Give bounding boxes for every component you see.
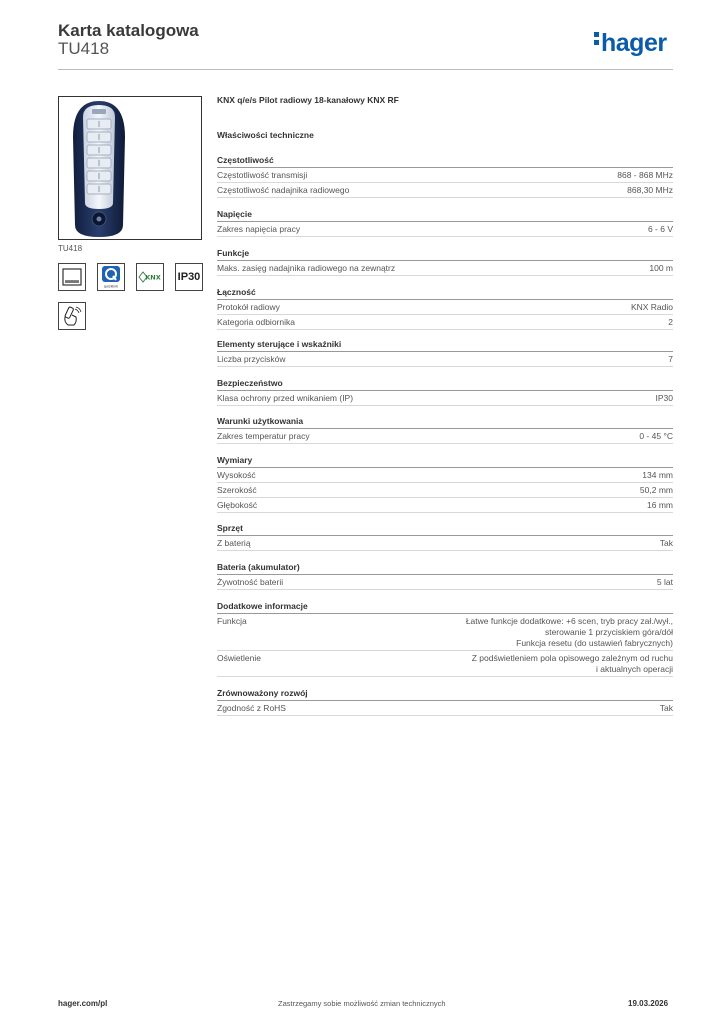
spec-group xyxy=(217,601,673,677)
spec-row xyxy=(217,701,673,716)
spec-group xyxy=(217,455,673,513)
spec-group xyxy=(217,416,673,444)
spec-label: Z baterią xyxy=(217,537,251,548)
spec-value: 50,2 mm xyxy=(639,484,673,495)
header-divider xyxy=(58,69,673,70)
spec-value: IP30 xyxy=(655,392,673,403)
spec-row xyxy=(217,222,673,237)
spec-row xyxy=(217,429,673,444)
spec-group-title: Częstotliwość xyxy=(217,155,673,168)
hager-logo xyxy=(594,29,667,58)
remote-hand-icon xyxy=(58,302,86,330)
spec-group xyxy=(217,155,673,198)
spec-label: Maks. zasięg nadajnika radiowego na zewnątrz xyxy=(217,262,396,273)
document-title: Karta katalogowa xyxy=(58,21,199,40)
spec-label: Częstotliwość transmisji xyxy=(217,169,308,180)
product-code: TU418 xyxy=(58,39,110,58)
spec-group-title: Napięcie xyxy=(217,209,673,222)
spec-group-title: Wymiary xyxy=(217,455,673,468)
spec-value: 134 mm xyxy=(642,469,673,480)
spec-row xyxy=(217,352,673,367)
quicklink-icon xyxy=(97,263,125,291)
spec-row xyxy=(217,614,673,651)
spec-group-title: Warunki użytkowania xyxy=(217,416,673,429)
spec-group-title: Dodatkowe informacje xyxy=(217,601,673,614)
knx-label: KNX xyxy=(145,273,161,282)
spec-row xyxy=(217,483,673,498)
spec-group-title: Zrównoważony rozwój xyxy=(217,688,673,701)
spec-value: 0 - 45 °C xyxy=(639,430,673,441)
spec-row xyxy=(217,261,673,276)
spec-label: Wysokość xyxy=(217,469,256,480)
spec-group-title: Łączność xyxy=(217,287,673,300)
spec-label: Zakres temperatur pracy xyxy=(217,430,310,441)
spec-value: 2 xyxy=(668,316,673,327)
product-image xyxy=(58,96,202,240)
spec-group-title: Funkcje xyxy=(217,248,673,261)
spec-row xyxy=(217,536,673,551)
spec-label: Klasa ochrony przed wnikaniem (IP) xyxy=(217,392,354,403)
spec-row xyxy=(217,575,673,590)
spec-label: Głębokość xyxy=(217,499,258,510)
spec-group xyxy=(217,688,673,716)
quicklink-label: quicklink xyxy=(103,284,119,289)
spec-row xyxy=(217,498,673,513)
footer-disclaimer: Zastrzegamy sobie możliwość zmian technicznych xyxy=(278,999,446,1008)
spec-label: Liczba przycisków xyxy=(217,353,286,364)
spec-value: 100 m xyxy=(649,262,673,273)
spec-value: 868 - 868 MHz xyxy=(617,169,673,180)
spec-value: KNX Radio xyxy=(630,301,673,312)
surface-mount-icon xyxy=(58,263,86,291)
remote-control-illustration xyxy=(59,97,202,240)
spec-group-title: Bateria (akumulator) xyxy=(217,562,673,575)
spec-row xyxy=(217,651,673,677)
product-title: KNX q/e/s Pilot radiowy 18-kanałowy KNX RF xyxy=(217,95,399,105)
spec-value: Tak xyxy=(659,702,673,713)
footer-website[interactable]: hager.com/pl xyxy=(58,999,108,1008)
spec-value: 5 lat xyxy=(656,576,673,587)
spec-row xyxy=(217,391,673,406)
spec-label: Funkcja xyxy=(217,615,247,626)
spec-label: Żywotność baterii xyxy=(217,576,284,587)
ip30-icon xyxy=(175,263,203,291)
spec-group-title: Bezpieczeństwo xyxy=(217,378,673,391)
footer-date: 19.03.2026 xyxy=(628,999,669,1008)
spec-row xyxy=(217,183,673,198)
spec-row xyxy=(217,315,673,330)
spec-group xyxy=(217,339,673,367)
spec-group xyxy=(217,562,673,590)
spec-value: 16 mm xyxy=(647,499,673,510)
spec-row xyxy=(217,300,673,315)
spec-label: Zgodność z RoHS xyxy=(217,702,286,713)
spec-row xyxy=(217,168,673,183)
spec-group xyxy=(217,287,673,330)
spec-group xyxy=(217,378,673,406)
spec-value: Tak xyxy=(659,537,673,548)
spec-group xyxy=(217,248,673,276)
ip30-label: IP30 xyxy=(177,271,201,283)
knx-logo-icon xyxy=(136,263,164,291)
spec-label: Częstotliwość nadajnika radiowego xyxy=(217,184,350,195)
spec-value: Z podświetleniem pola opisowego zależnym od ruchu i aktualnych operacji xyxy=(471,652,673,674)
spec-value: 7 xyxy=(668,353,673,364)
spec-group xyxy=(217,523,673,551)
spec-value: Łatwe funkcje dodatkowe: +6 scen, tryb pracy zał./wył., sterowanie 1 przyciskiem góra/dół Funkcja resetu (do ustawień fabrycznych) xyxy=(465,615,673,648)
spec-label: Zakres napięcia pracy xyxy=(217,223,301,234)
spec-group-title: Elementy sterujące i wskaźniki xyxy=(217,339,673,352)
spec-label: Kategoria odbiornika xyxy=(217,316,295,327)
spec-group-title: Sprzęt xyxy=(217,523,673,536)
image-caption: TU418 xyxy=(58,244,83,253)
spec-row xyxy=(217,468,673,483)
spec-label: Oświetlenie xyxy=(217,652,261,663)
spec-label: Szerokość xyxy=(217,484,257,495)
spec-value: 6 - 6 V xyxy=(647,223,673,234)
brand-name: hager xyxy=(601,29,667,57)
spec-group xyxy=(217,209,673,237)
spec-value: 868,30 MHz xyxy=(627,184,673,195)
spec-label: Protokół radiowy xyxy=(217,301,280,312)
technical-properties-heading: Właściwości techniczne xyxy=(217,130,314,140)
